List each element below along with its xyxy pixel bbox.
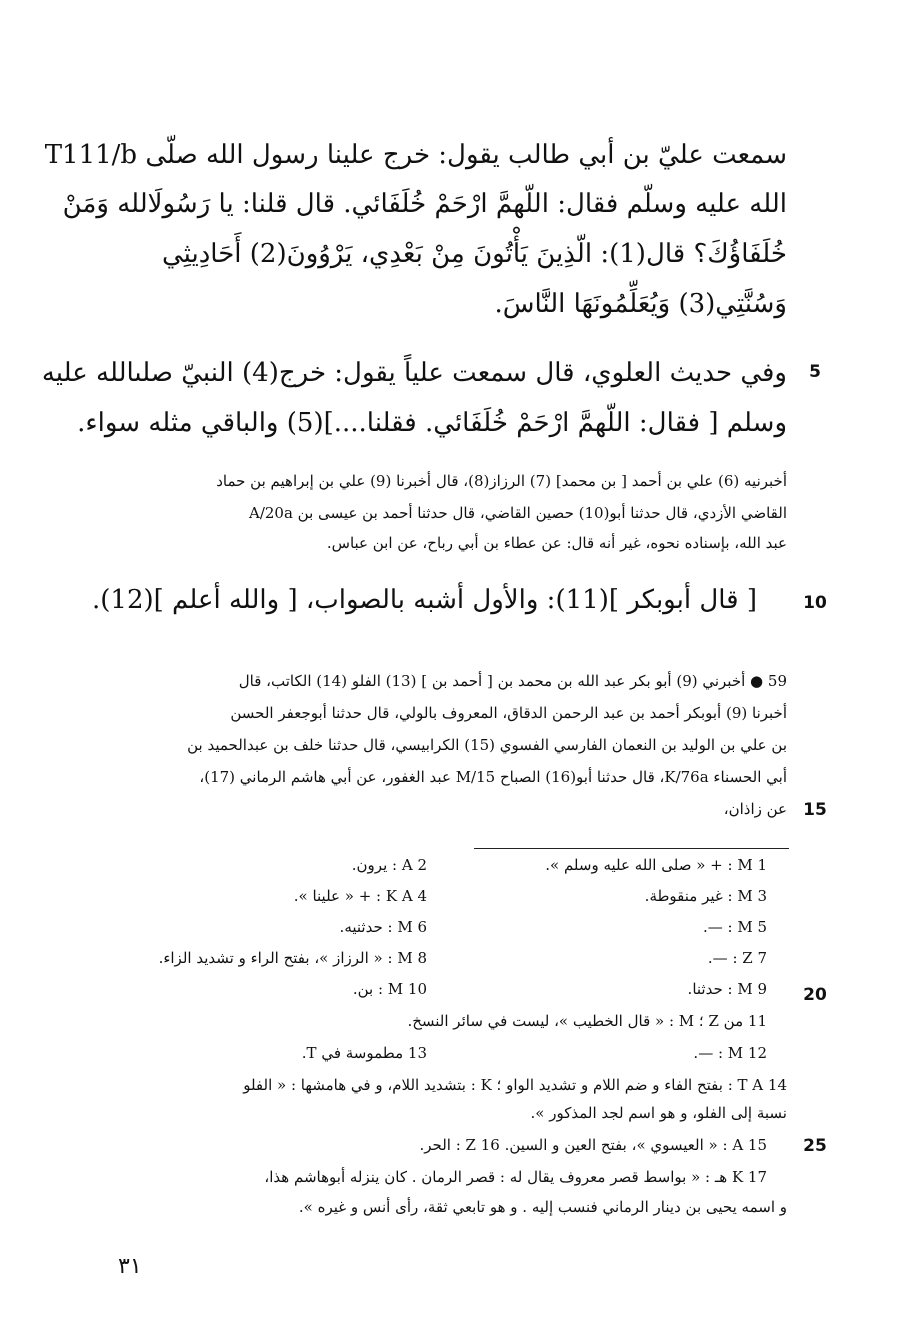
footnote-left-1: A 2 : يرون. (351, 856, 427, 874)
footnote-full-5: K 17 هـ : « بواسط قصر معروف يقال له : قصر الرمان . كان ينزله أبوهاشم هذا، (264, 1168, 767, 1186)
line-number: 20 (803, 985, 827, 1005)
footnote-left-3: M 6 : حدثنيه. (339, 918, 427, 936)
text-line: وفي حديث العلوي، قال سمعت علياً يقول: خرج(4) النبيّ صلىالله عليه (41, 358, 787, 388)
isnad-line: أخبرنا (9) أبوبكر أحمد بن عبد الرحمن الدقاق، المعروف بالولي، قال حدثنا أبوجعفر الحسن (230, 704, 787, 722)
text-line: الله عليه وسلّم فقال: اللّهمَّ ارْحَمْ خُلَفَائي. قال قلنا: يا رَسُولَالله وَمَنْ (62, 189, 787, 219)
isnad-line: أخبرنيه (6) علي بن أحمد [ بن محمد] (7) الرزاز(8)، قال أخبرنا (9) علي بن إبراهيم بن حماد (216, 472, 787, 490)
footnote-full-2: T A 14 : بفتح الفاء و ضم اللام و تشديد الواو ؛ K : بتشديد اللام، و في هامشها : « الفلو (243, 1076, 787, 1094)
isnad-line: 59 ● أخبرني (9) أبو بكر عبد الله بن محمد بن [ أحمد بن ] (13) الفلو (14) الكاتب، قال (238, 672, 787, 690)
footnote-rule (474, 848, 789, 849)
footnote-right-2: M 3 : غير منقوطة. (644, 887, 767, 905)
footnote-right-5: M 9 : حدثنا. (687, 980, 767, 998)
line-number: 5 (809, 362, 821, 382)
footnote-right-6: M 12 : —. (693, 1044, 767, 1062)
footnote-full-4: A 15 : « العيسوي »، بفتح العين و السين. Z 16 : الحر. (419, 1136, 767, 1154)
footnote-right-3: M 5 : —. (702, 918, 767, 936)
footnote-full-3: نسبة إلى الفلو، و هو اسم لجد المذكور ». (530, 1104, 787, 1122)
line-number: 10 (803, 593, 827, 613)
isnad-line: القاضي الأزدي، قال حدثنا أبو(10) حصين القاضي، قال حدثنا أحمد بن عيسى بن A/20a (248, 504, 787, 522)
footnote-right-4: Z 7 : —. (707, 949, 767, 967)
isnad-line: عن زاذان، (723, 800, 787, 818)
footnote-left-5: M 10 : بن. (352, 980, 427, 998)
text-line: [ قال أبوبكر ](11): والأول أشبه بالصواب، [ والله أعلم ](12). (91, 585, 757, 615)
line-number: 15 (803, 800, 827, 820)
text-line: وسلم [ فقال: اللّهمَّ ارْحَمْ خُلَفَائي. فقلنا....](5) والباقي مثله سواء. (77, 408, 787, 438)
page-number: ٣١ (118, 1254, 142, 1279)
footnote-full-6: و اسمه يحيى بن دينار الرماني فنسب إليه . و هو تابعي ثقة، رأى أنس و غيره ». (298, 1198, 787, 1216)
text-line: خُلَفَاؤُكَ؟ قال(1): الّذِينَ يَأْتُونَ مِنْ بَعْدِي، يَرْوُونَ(2) أَحَادِيثِي (161, 239, 787, 269)
line-number: 25 (803, 1136, 827, 1156)
footnote-left-2: K A 4 : + « علينا ». (293, 887, 427, 905)
isnad-line: بن علي بن الوليد بن النعمان الفارسي الفسوي (15) الكرابيسي، قال حدثنا خلف بن عبدالحميد بن (187, 736, 787, 754)
footnote-left-4: M 8 : « الرزاز »، بفتح الراء و تشديد الزاء. (158, 949, 427, 967)
isnad-line: أبي الحسناء K/76a، قال حدثنا أبو(16) الصباح M/15 عبد الغفور، عن أبي هاشم الرماني (17)، (199, 768, 787, 786)
isnad-line: عبد الله، بإسناده نحوه، غير أنه قال: عن عطاء بن أبي رباح، عن ابن عباس. (326, 534, 787, 552)
text-line: وَسُنَّتِي(3) وَيُعَلِّمُونَهَا النَّاسَ. (494, 289, 787, 319)
footnote-right-1: M 1 : + « صلى الله عليه وسلم ». (545, 856, 767, 874)
text-line: سمعت عليّ بن أبي طالب يقول: خرج علينا رسول الله صلّى T111/b (44, 140, 787, 170)
footnote-left-6: 13 مطموسة في T. (301, 1044, 427, 1062)
footnote-full-1: 11 من Z ؛ M : « قال الخطيب »، ليست في سائر النسخ. (407, 1012, 767, 1030)
